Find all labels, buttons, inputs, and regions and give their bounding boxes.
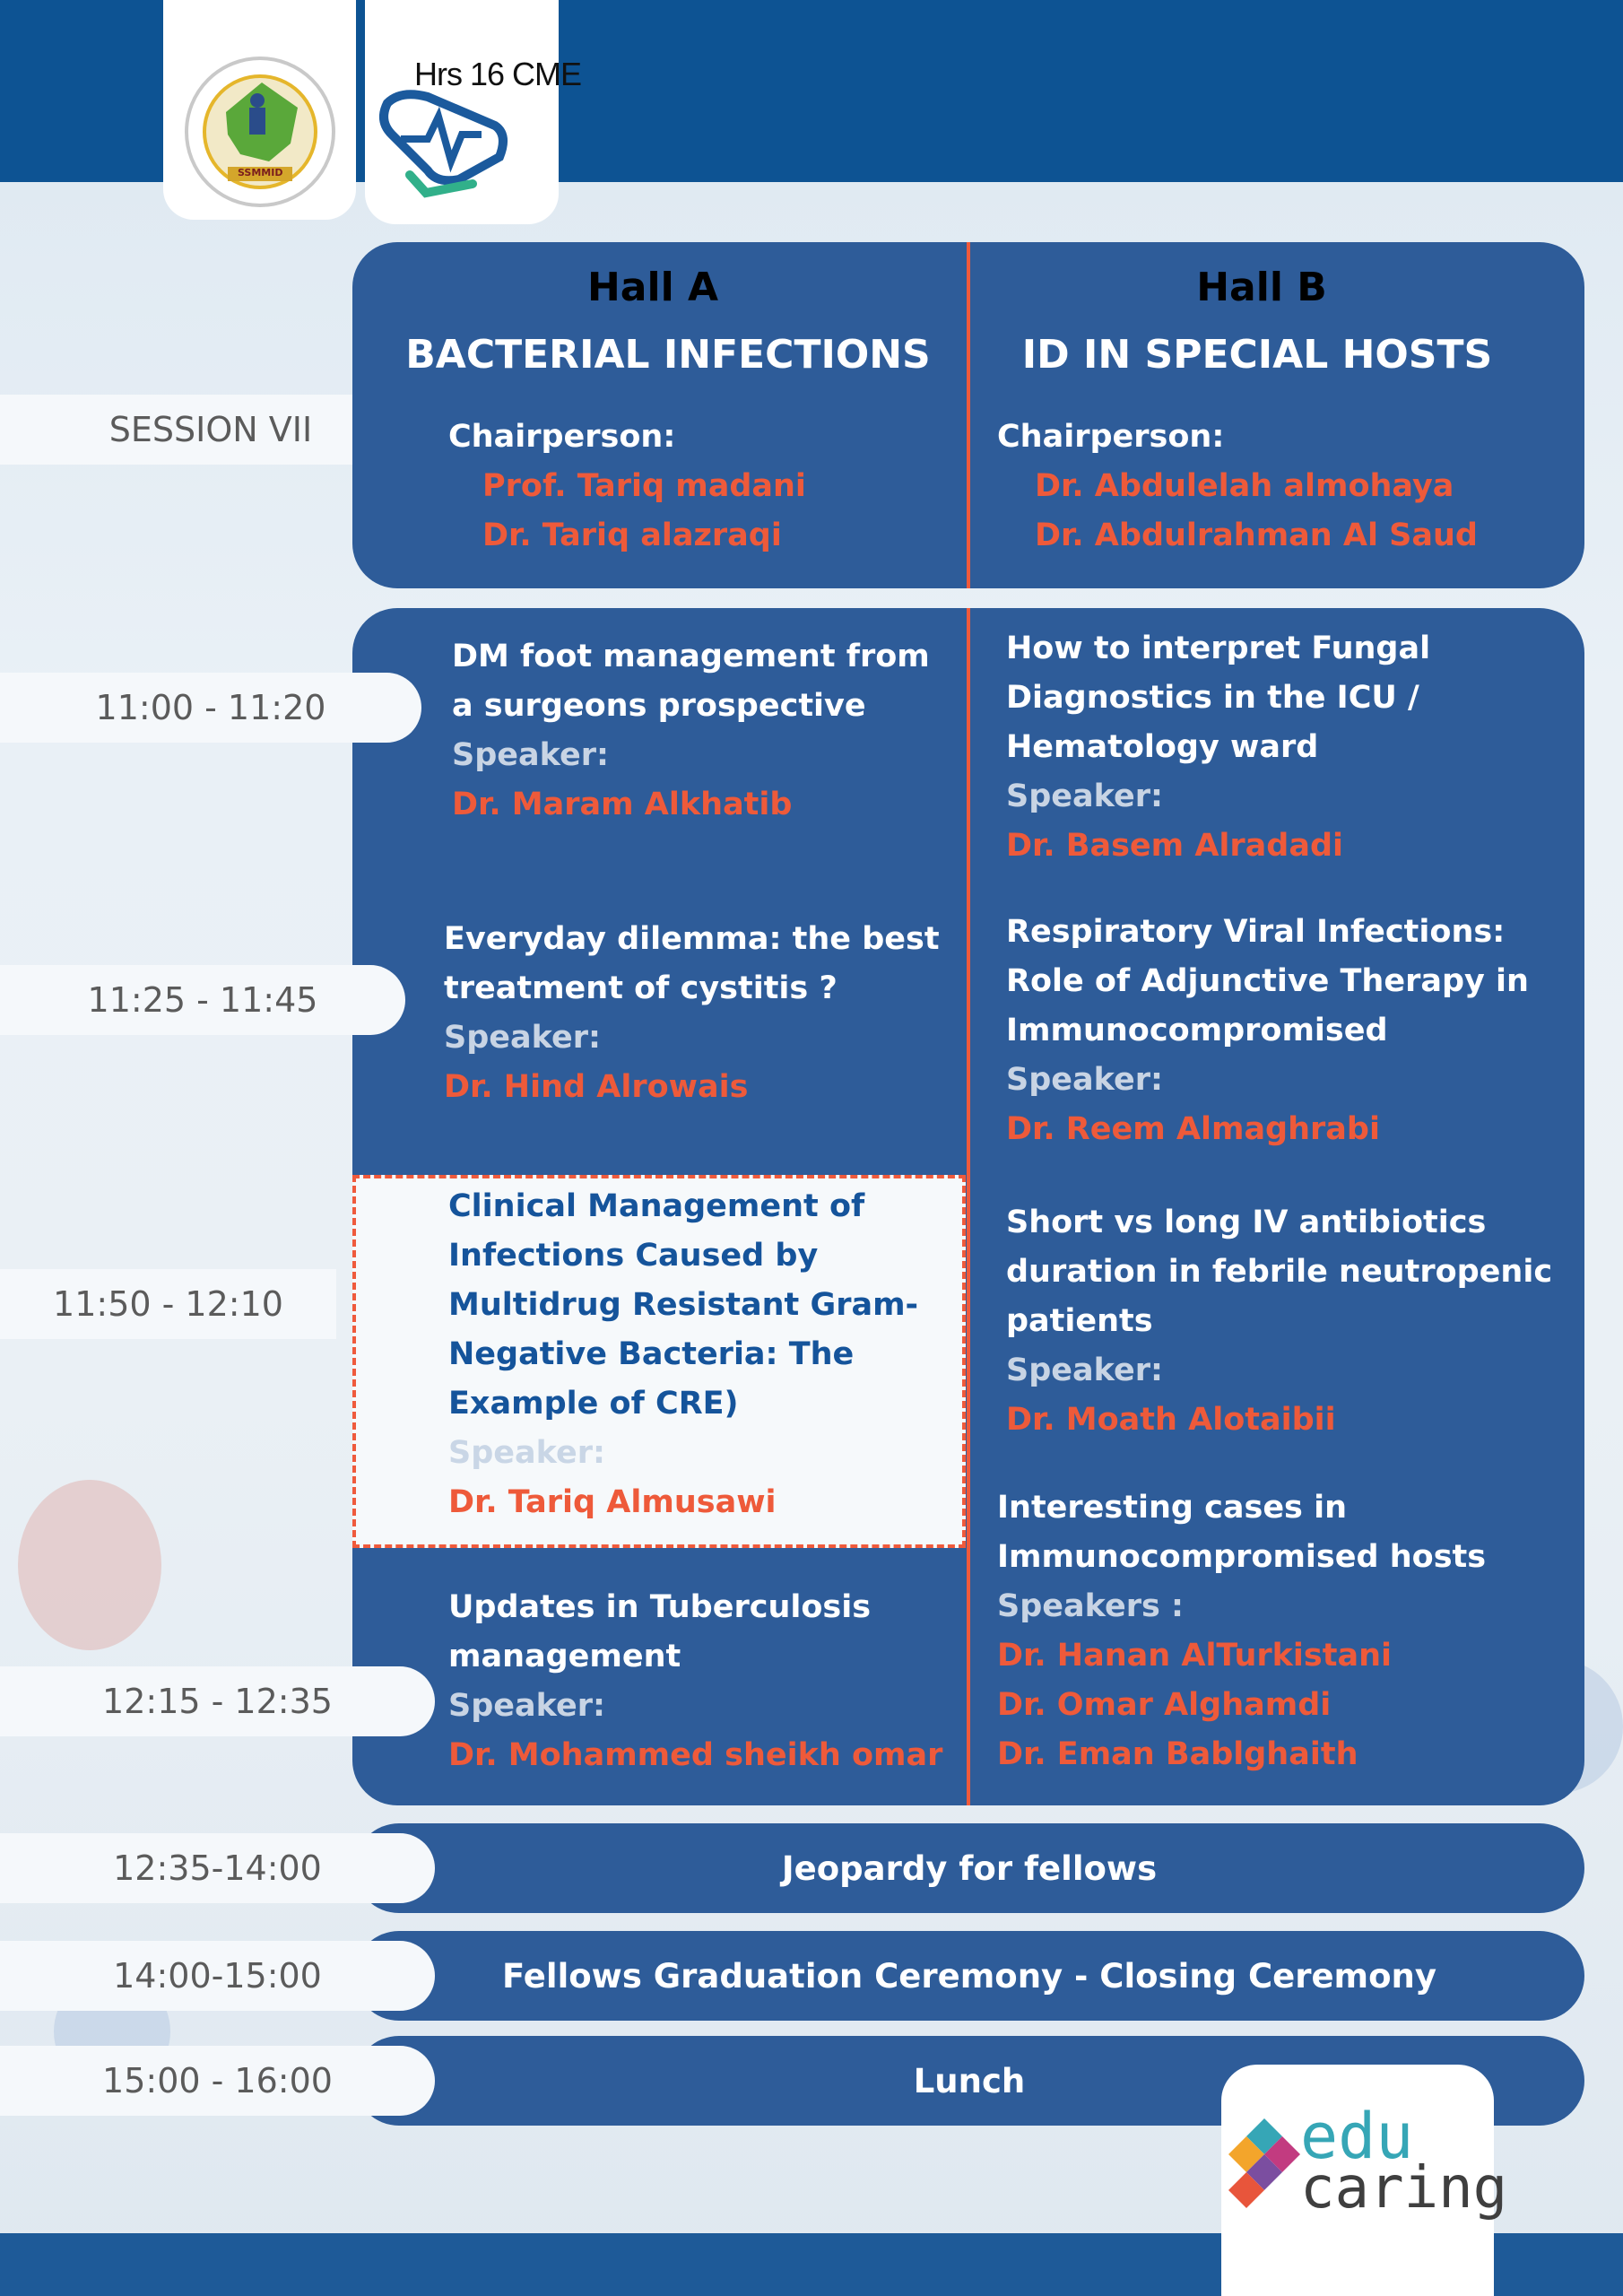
speaker-name: Dr. Moath Alotaibii [1006,1402,1336,1438]
speaker-name: Dr. Omar Alghamdi [997,1687,1332,1723]
chair-name: Dr. Abdulelah almohaya [1035,468,1454,504]
plenary-bar-jeopardy: Jeopardy for fellows [354,1823,1584,1913]
cme-hours: Hrs 16 CME [414,56,582,92]
talk-title: Infections Caused by [448,1238,819,1274]
time-slot: 11:25 - 11:45 [0,965,405,1035]
talk-title: Multidrug Resistant Gram- [448,1287,919,1323]
talk-title: Immunocompromised [1006,1013,1388,1048]
speaker-label: Speaker: [1006,1062,1163,1098]
ssmmid-logo-text: SSMMID [238,167,283,178]
talk-title: How to interpret Fungal [1006,631,1431,666]
talk-title: Immunocompromised hosts [997,1539,1487,1575]
ssmmid-logo-icon [163,0,356,220]
speaker-name: Dr. Mohammed sheikh omar [448,1737,943,1773]
educaring-logo-text-edu: edu [1300,2100,1414,2173]
hall-a-talk-2 [444,915,940,1112]
speaker-label: Speaker: [448,1435,605,1471]
hall-a-talk-4 [448,1583,942,1780]
time-slot: 11:00 - 11:20 [0,673,421,743]
talk-title: treatment of cystitis ? [444,970,838,1006]
talk-title: Updates in Tuberculosis [448,1589,872,1625]
speaker-name: Dr. Basem Alradadi [1006,828,1344,864]
time-slot: 15:00 - 16:00 [0,2046,435,2116]
speaker-label: Speaker: [452,737,609,773]
talk-title: Example of CRE) [448,1386,739,1422]
talk-title: Hematology ward [1006,729,1319,765]
hall-a-talk-3 [448,1182,918,1527]
speaker-name: Dr. Eman Bablghaith [997,1736,1358,1772]
educaring-logo-card [1221,2065,1508,2296]
plenary-bar-lunch: Lunch [354,2036,1584,2126]
hall-b-talk-2 [1006,908,1529,1154]
talk-title: DM foot management from [452,639,930,674]
time-slot: 14:00-15:00 [0,1941,435,2011]
chair-name: Dr. Tariq alazraqi [482,517,782,553]
session-label: SESSION VII [0,395,421,465]
hall-a-chairpersons [448,413,806,561]
time-slot: 12:35-14:00 [0,1833,435,1903]
talk-title: patients [1006,1303,1153,1339]
speaker-name: Dr. Hanan AlTurkistani [997,1638,1393,1674]
talk-title: Interesting cases in [997,1490,1347,1526]
hall-b-track: ID IN SPECIAL HOSTS [1021,332,1493,378]
talk-title: Short vs long IV antibiotics [1006,1205,1487,1240]
hall-a-title: Hall A [586,265,719,310]
educaring-logo-icon [1228,2118,1300,2217]
talk-title: management [448,1639,681,1674]
talk-title: Negative Bacteria: The [448,1336,855,1372]
time-slot: 11:50 - 12:10 [0,1269,336,1339]
speaker-label: Speakers : [997,1588,1184,1624]
talk-title: Everyday dilemma: the best [444,921,940,957]
talk-title: Diagnostics in the ICU / [1006,680,1419,716]
background-bacteria [18,1480,161,1650]
hall-a-talk-1 [452,632,930,830]
talk-title: Respiratory Viral Infections: [1006,914,1506,950]
hall-a-track: BACTERIAL INFECTIONS [405,332,931,378]
hall-b-title: Hall B [1196,265,1327,310]
ssmmid-logo-card [163,0,356,220]
speaker-name: Dr. Hind Alrowais [444,1069,749,1105]
speaker-label: Speaker: [444,1020,601,1056]
chair-label: Chairperson: [448,419,676,455]
cme-logo-card [365,0,559,224]
talk-title: duration in febrile neutropenic [1006,1254,1553,1290]
heartbeat-map-icon [365,0,559,224]
chair-name: Prof. Tariq madani [482,468,806,504]
speaker-label: Speaker: [1006,1352,1163,1388]
hall-b-talk-4 [997,1483,1486,1779]
chair-name: Dr. Abdulrahman Al Saud [1035,517,1478,553]
speaker-label: Speaker: [1006,778,1163,814]
speaker-name: Dr. Tariq Almusawi [448,1484,777,1520]
hall-b-chairpersons [997,413,1478,561]
talk-title: Role of Adjunctive Therapy in [1006,963,1529,999]
hall-b-talk-1 [1006,624,1430,871]
plenary-bar-closing: Fellows Graduation Ceremony - Closing Ceremony [354,1931,1584,2021]
speaker-name: Dr. Reem Almaghrabi [1006,1111,1380,1147]
time-slot: 12:15 - 12:35 [0,1666,435,1736]
talk-title: Clinical Management of [448,1188,865,1224]
hall-b-talk-3 [1006,1198,1552,1445]
educaring-logo-text-caring: caring [1300,2155,1508,2222]
speaker-name: Dr. Maram Alkhatib [452,787,793,822]
chair-label: Chairperson: [997,419,1225,455]
talk-title: a surgeons prospective [452,688,866,724]
hall-divider-talks [967,608,970,1805]
speaker-label: Speaker: [448,1688,605,1724]
